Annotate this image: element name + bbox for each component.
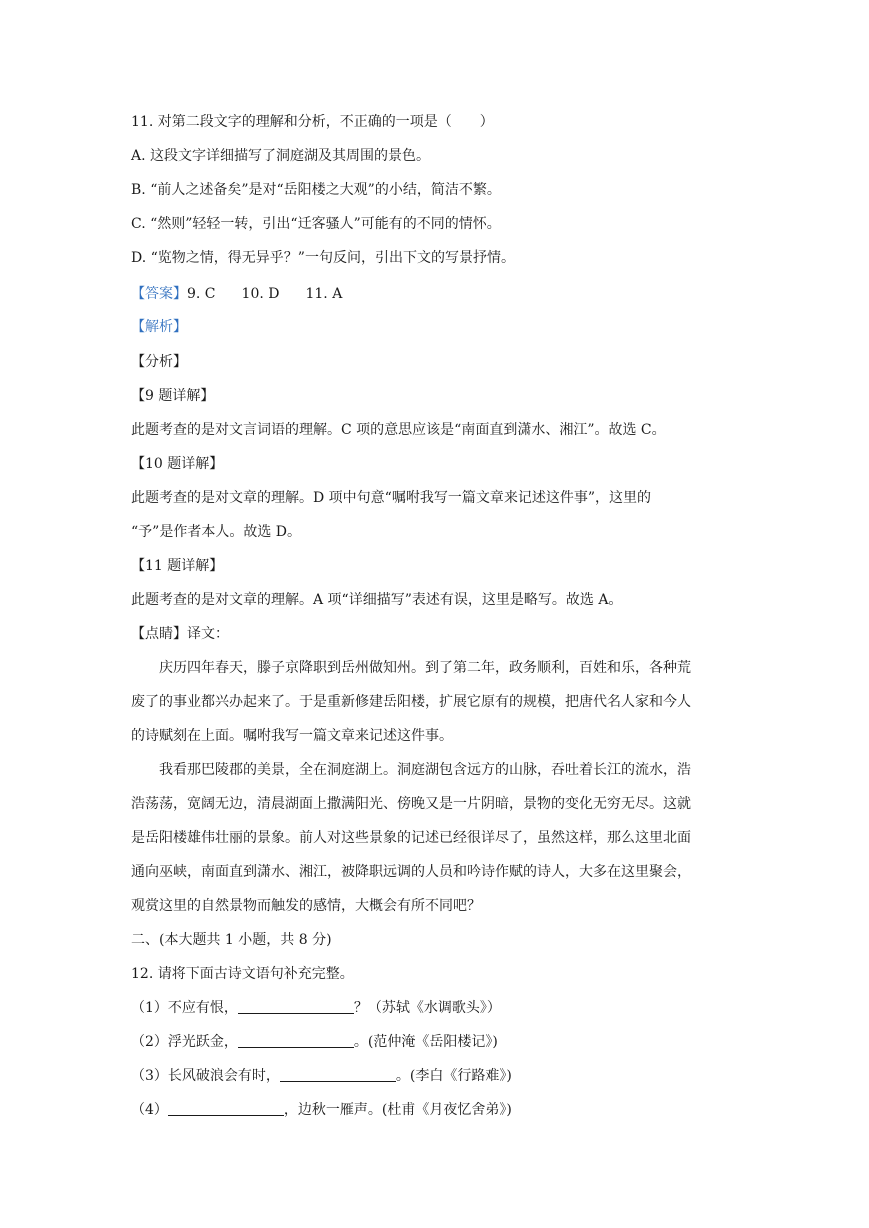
q9-detail-label: 【9 题详解】 [131,388,215,404]
translation-p1-line1: 庆历四年春天，滕子京降职到岳州做知州。到了第二年，政务顺利，百姓和乐，各种荒 [159,660,691,676]
q12-item-3 [131,1066,751,1086]
answer-line [131,284,751,304]
fill-blank[interactable] [238,999,354,1014]
q12-item-1-post: ？（苏轼《水调歌头》） [353,1000,501,1016]
q12-item-4-post: ，边秋一雁声。(杜甫《月夜忆舍弟》) [283,1102,512,1118]
q12-item-2 [131,1032,751,1052]
answer-label: 【答案】 [131,286,187,302]
translation-p2-line2: 浩荡荡，宽阔无边，清晨湖面上撒满阳光、傍晚又是一片阴暗，景物的变化无穷无尽。这就 [131,796,691,812]
q12-item-3-pre: （3）长风破浪会有时， [131,1068,280,1084]
q10-detail-line2: “予”是作者本人。故选 D。 [131,524,301,540]
fill-blank[interactable] [238,1033,354,1048]
q11-detail-text: 此题考查的是对文章的理解。A 项“详细描写”表述有误，这里是略写。故选 A。 [131,592,623,608]
answer-10: 10. D [241,286,280,302]
analysis-label: 【解析】 [131,319,187,335]
q11-option-c: C. “然则”轻轻一转，引出“迁客骚人”可能有的不同的情怀。 [131,216,501,232]
translation-p1-line2: 废了的事业都兴办起来了。于是重新修建岳阳楼，扩展它原有的规模，把唐代名人家和今人 [131,694,691,710]
translation-p2-line1: 我看那巴陵郡的美景，全在洞庭湖上。洞庭湖包含远方的山脉，吞吐着长江的流水，浩 [159,762,691,778]
q11-option-d: D. “览物之情，得无异乎？”一句反问，引出下文的写景抒情。 [131,250,515,266]
translation-p2-line4: 通向巫峡，南面直到潇水、湘江，被降职远调的人员和吟诗作赋的诗人，大多在这里聚会， [131,864,691,880]
q12-item-3-post: 。(李白《行路难》) [395,1068,512,1084]
answer-11: 11. A [305,286,343,302]
fill-blank[interactable] [280,1067,396,1082]
q12-item-2-pre: （2）浮光跃金， [131,1034,238,1050]
q10-detail-line1: 此题考查的是对文章的理解。D 项中句意“嘱咐我写一篇文章来记述这件事”，这里的 [131,490,651,506]
translation-p2-line3: 是岳阳楼雄伟壮丽的景象。前人对这些景象的记述已经很详尽了，虽然这样，那么这里北面 [131,830,691,846]
q11-stem: 11. 对第二段文字的理解和分析，不正确的一项是（ ） [131,114,494,130]
q12-item-4-pre: （4） [131,1102,168,1118]
q11-option-a: A. 这段文字详细描写了洞庭湖及其周围的景色。 [131,148,431,164]
q11-option-b: B. “前人之述备矣”是对“岳阳楼之大观”的小结，简洁不繁。 [131,182,501,198]
translation-p2-line5: 观赏这里的自然景物而触发的感情，大概会有所不同吧？ [131,898,481,914]
q12-item-1-pre: （1）不应有恨， [131,1000,238,1016]
q12-item-4 [131,1100,751,1120]
q12-item-2-post: 。(范仲淹《岳阳楼记》) [353,1034,498,1050]
dianjing-label: 【点睛】译文： [131,626,229,642]
q12-stem: 12. 请将下面古诗文语句补充完整。 [131,966,354,982]
q9-detail-text: 此题考查的是对文言词语的理解。C 项的意思应该是“南面直到潇水、湘江”。故选 C。 [131,422,666,438]
fenxi-label: 【分析】 [131,354,187,370]
translation-p1-line3: 的诗赋刻在上面。嘱咐我写一篇文章来记述这件事。 [131,728,453,744]
answer-9: 9. C [187,286,216,302]
fill-blank[interactable] [168,1101,284,1116]
q12-item-1 [131,998,751,1018]
q11-detail-label: 【11 题详解】 [131,558,224,574]
q10-detail-label: 【10 题详解】 [131,456,224,472]
section-2-heading: 二、(本大题共 1 小题，共 8 分) [131,932,332,948]
